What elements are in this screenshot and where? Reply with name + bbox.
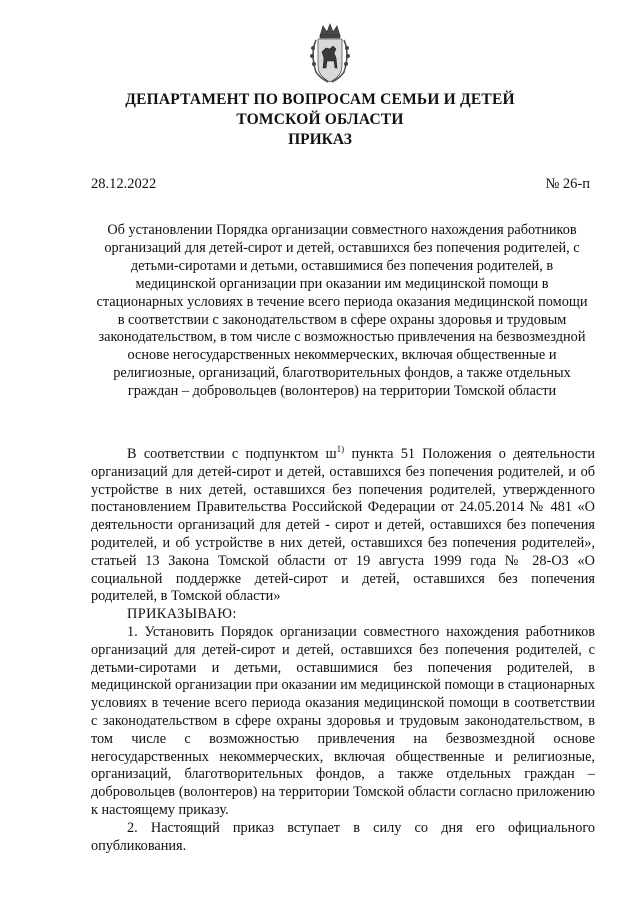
- order-date: 28.12.2022: [91, 176, 157, 192]
- preamble-paragraph: [91, 446, 595, 606]
- department-name: [60, 90, 580, 130]
- preamble-text-start: В соответствии с подпунктом ш: [127, 446, 337, 462]
- preamble-text-end: пункта 51 Положения о деятельности организаций для детей-сирот и детей, оставшихся без попечения родителей, и об устройстве в них детей, оставшихся без попечения родителей, утвержденного постановлением Правительства Российской Федерации от 24.05.2014 № 481 «О деятельности организаций для детей - сирот и детей, оставшихся без попечения родителей, и об устройстве в них детей, оставшихся без попечения родителей», статьей 13 Закона Томской области от 19 августа 1999 года № 28-ОЗ «О социальной поддержке детей-сирот и детей, оставшихся без попечения родителей, в Томской области»: [91, 446, 595, 605]
- department-line-1: ДЕПАРТАМЕНТ ПО ВОПРОСАМ СЕМЬИ И ДЕТЕЙ: [125, 91, 515, 108]
- command-word: ПРИКАЗЫВАЮ:: [127, 606, 237, 623]
- order-item-1: 1. Установить Порядок организации совместного нахождения работников организаций для детей-сирот и детей, оставшихся без попечения родителей, с детьми-сиротами и детьми, оставшимися без попечения родителей, в медицинской организации при оказании им медицинской помощи в стационарных условиях в течение всего периода оказания медицинской помощи в соответствии с законодательством в сфере охраны здоровья и трудовым законодательством, в том числе с возможностью привлечения на безвозмездной основе негосударственных некоммерческих, включая общественные и религиозные, организаций, благотворительных фондов, а также отдельных граждан – добровольцев (волонтеров) на территории Томской области согласно приложению к настоящему приказу.: [91, 623, 595, 818]
- order-number: № 26-п: [545, 176, 590, 192]
- department-line-2: ТОМСКОЙ ОБЛАСТИ: [236, 111, 404, 128]
- order-subject: Об установлении Порядка организации совместного нахождения работников организаций для детей-сирот и детей, оставшихся без попечения родителей, с детьми-сиротами и детьми, оставшимися без попечения родителей, в медицинской организации при оказании им медицинской помощи в стационарных условиях в течение всего периода оказания медицинской помощи в соответствии с законодательством в сфере охраны здоровья и трудовым законодательством, в том числе с возможностью привлечения на безвозмездной основе негосударственных некоммерческих, включая общественные и религиозные, организаций, благотворительных фондов, а также отдельных граждан – добровольцев (волонтеров) на территории Томской области: [96, 222, 588, 400]
- document-type: ПРИКАЗ: [288, 131, 352, 148]
- tomsk-region-coat-of-arms-icon: [308, 22, 352, 86]
- order-item-2: 2. Настоящий приказ вступает в силу со дня его официального опубликования.: [91, 819, 595, 854]
- footnote-marker: 1): [336, 444, 345, 454]
- order-body: [91, 446, 595, 855]
